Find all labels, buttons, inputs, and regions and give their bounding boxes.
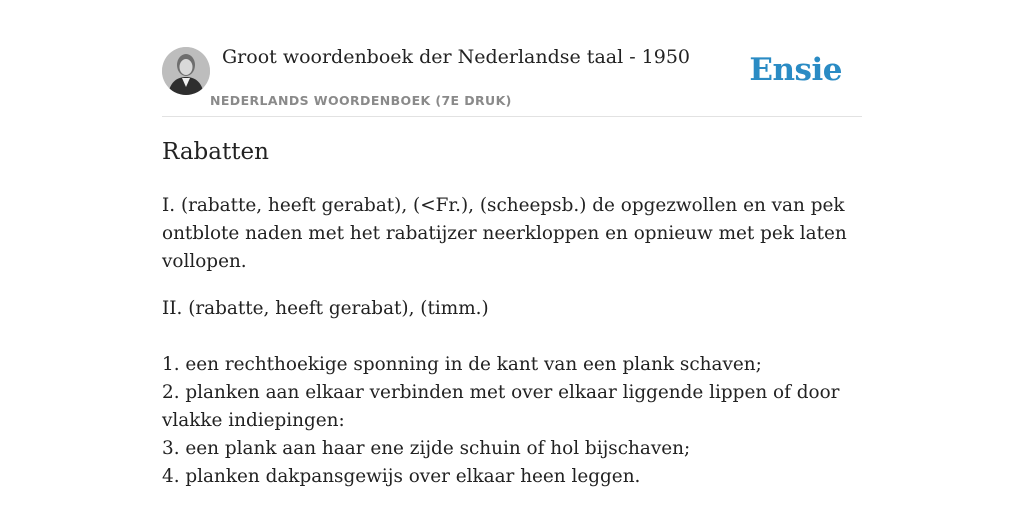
- subsense-item: 2. planken aan elkaar verbinden met over elkaar liggende lippen of door vlakke indiepingen:: [162, 382, 840, 431]
- source-subtitle: NEDERLANDS WOORDENBOEK (7E DRUK): [210, 93, 512, 108]
- definition: [162, 192, 867, 491]
- avatar[interactable]: [162, 47, 210, 95]
- subsense-list: [162, 351, 867, 491]
- subsense-item: 3. een plank aan haar ene zijde schuin of hol bijschaven;: [162, 438, 691, 459]
- portrait-icon: [162, 47, 210, 95]
- entry-title: Rabatten: [162, 139, 269, 165]
- source-header: [162, 44, 862, 117]
- sense-2: II. (rabatte, heeft gerabat), (timm.): [162, 298, 489, 319]
- subsense-item: 1. een rechthoekige sponning in de kant van een plank schaven;: [162, 354, 762, 375]
- sense-1: I. (rabatte, heeft gerabat), (<Fr.), (scheepsb.) de opgezwollen en van pek ontblote naden met het rabatijzer neerkloppen en opnieuw met pek laten vollopen.: [162, 195, 847, 272]
- source-title[interactable]: Groot woordenboek der Nederlandse taal - 1950: [222, 46, 691, 68]
- subsense-item: 4. planken dakpansgewijs over elkaar heen leggen.: [162, 466, 641, 487]
- ensie-logo-link[interactable]: Ensie: [749, 52, 842, 88]
